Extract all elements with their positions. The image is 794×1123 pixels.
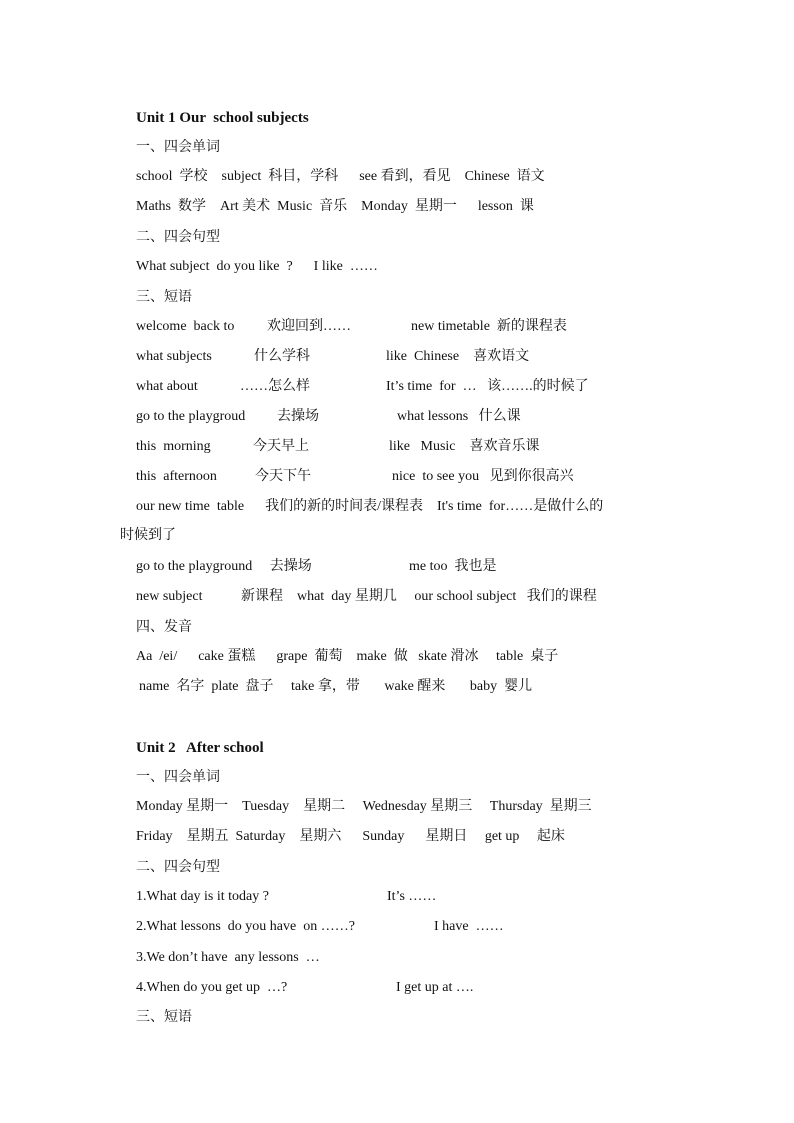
phrase-en: go to the playground 去操场	[136, 559, 312, 574]
sentence-question: 1.What day is it today ?	[136, 889, 269, 904]
unit2-words-line1: Monday 星期一 Tuesday 星期二 Wednesday 星期三 Thursday 星期三	[136, 799, 592, 814]
phrase-cn: 今天早上	[253, 439, 309, 454]
phrase-cn: ……怎么样	[240, 379, 310, 394]
sentence-answer: It’s ……	[387, 889, 437, 904]
unit1-section-pronunciation: 四、发音	[136, 619, 192, 635]
unit1-title: Unit 1 Our school subjects	[136, 110, 309, 126]
phrase-en: what about	[136, 379, 198, 394]
sentence-question: 4.When do you get up …?	[136, 980, 288, 995]
phrase-en: go to the playgroud	[136, 409, 246, 424]
phrase-pair: like Music 喜欢音乐课	[389, 439, 540, 454]
unit1-sound-line2: name 名字 plate 盘子 take 拿，带 wake 醒来 baby 婴儿	[139, 679, 533, 694]
unit1-sentence: What subject do you like ? I like ……	[136, 259, 378, 274]
unit1-words-line2: Maths 数学 Art 美术 Music 音乐 Monday 星期一 lesson 课	[136, 199, 534, 214]
sentence-answer: I get up at ….	[396, 980, 474, 995]
unit2-section-sentences: 二、四会句型	[136, 859, 220, 875]
unit2-section-words: 一、四会单词	[136, 769, 220, 785]
unit1-section-phrases: 三、短语	[136, 289, 192, 305]
sentence-answer: I have ……	[434, 919, 504, 934]
phrase-pair: like Chinese 喜欢语文	[386, 349, 530, 364]
unit1-section-words: 一、四会单词	[136, 139, 220, 155]
sentence-question: 2.What lessons do you have on ……?	[136, 919, 355, 934]
phrase-en: this afternoon	[136, 469, 217, 484]
unit2-title: Unit 2 After school	[136, 740, 264, 756]
phrase-pair: nice to see you 见到你很高兴	[392, 469, 574, 484]
sentence-question: 3.We don’t have any lessons …	[136, 950, 320, 965]
phrase-cn: 欢迎回到……	[267, 319, 351, 334]
phrase-cn: 去操场	[277, 409, 319, 424]
unit1-words-line1: school 学校 subject 科目，学科 see 看到，看见 Chinese 语文	[136, 169, 545, 184]
unit1-long-phrase: our new time table 我们的新的时间表/课程表 It's time for……是做什么的	[136, 499, 604, 514]
unit2-section-phrases: 三、短语	[136, 1009, 192, 1025]
phrase-en: welcome back to	[136, 319, 235, 334]
phrase-en: what subjects	[136, 349, 212, 364]
unit2-words-line2: Friday 星期五 Saturday 星期六 Sunday 星期日 get up 起床	[136, 829, 565, 844]
unit1-long-phrase-cont: 时候到了	[120, 528, 176, 543]
phrase-pair: It’s time for … 该…….的时候了	[386, 379, 589, 394]
unit1-sound-line1: Aa /ei/ cake 蛋糕 grape 葡萄 make 做 skate 滑冰 table 桌子	[136, 649, 559, 664]
phrase-cn: 今天下午	[255, 469, 311, 484]
phrase-pair: what lessons 什么课	[397, 409, 521, 424]
phrase-cn: 什么学科	[254, 349, 310, 364]
phrase-pair: me too 我也是	[409, 559, 497, 574]
phrase-en: this morning	[136, 439, 211, 454]
phrase-pair: new timetable 新的课程表	[411, 319, 567, 334]
unit1-section-sentences: 二、四会句型	[136, 229, 220, 245]
unit1-phrase-line: new subject 新课程 what day 星期几 our school subject 我们的课程	[136, 589, 597, 604]
